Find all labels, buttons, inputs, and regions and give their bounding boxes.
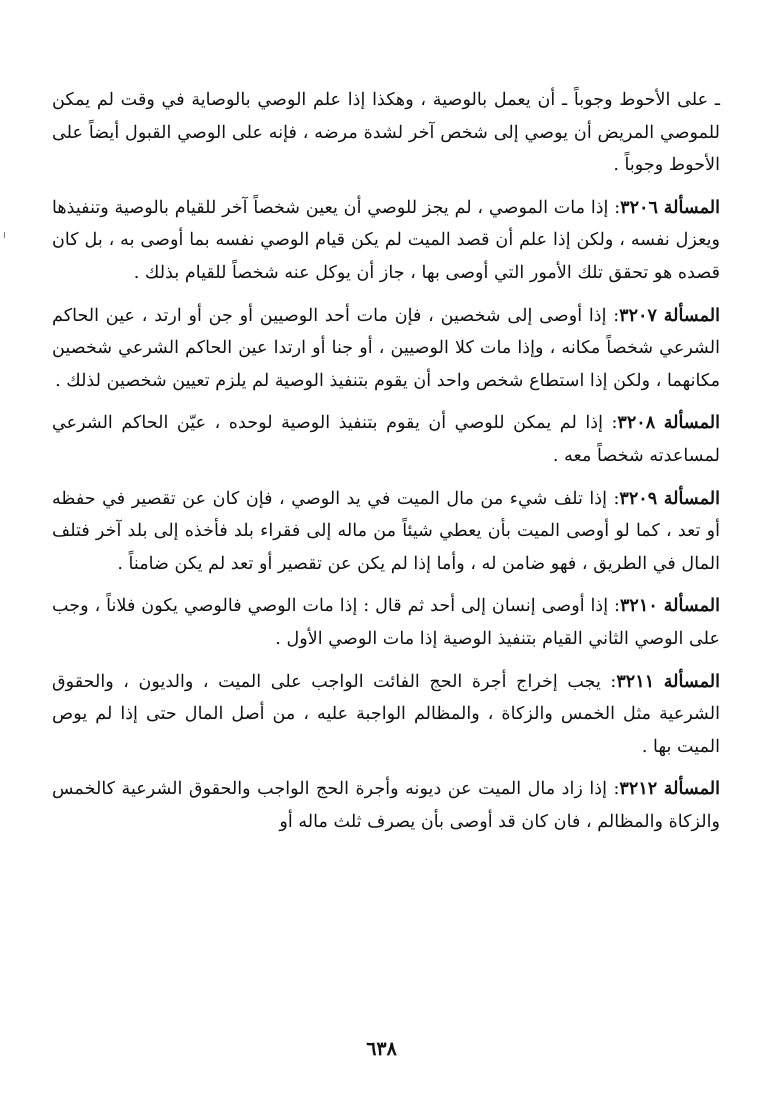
issue-number: ٣٢٠٩ bbox=[619, 487, 658, 509]
margin-mark bbox=[4, 232, 9, 238]
issue-3207 bbox=[52, 300, 720, 398]
issue-text: : يجب إخراج أجرة الحج الفائت الواجب على الميت ، والديون ، والحقوق الشرعية مثل الخمس والزكاة ، والمظالم الواجبة عليه ، من أصل المال حتى إذا لم يوص الميت بها . bbox=[52, 671, 720, 757]
issue-number: ٣٢٠٨ bbox=[617, 412, 656, 434]
issue-3209 bbox=[52, 483, 720, 581]
issue-3211 bbox=[52, 666, 720, 764]
page-number: ٦٣٨ bbox=[366, 1038, 397, 1060]
issue-label: المسألة bbox=[663, 487, 721, 509]
issue-label: المسألة bbox=[663, 412, 721, 434]
issue-3208 bbox=[52, 407, 720, 472]
issue-3206 bbox=[52, 192, 720, 290]
issue-3212 bbox=[52, 773, 720, 838]
paragraph-text: ـ على الأحوط وجوباً ـ أن يعمل بالوصية ، وهكذا إذا علم الوصي بالوصاية في وقت لم يمكن للموصي المريض أن يوصي إلى شخص آخر لشدة مرضه ، فإنه على الوصي القبول أيضاً على الأحوط وجوباً . bbox=[52, 90, 720, 176]
issue-number: ٣٢٠٧ bbox=[619, 304, 657, 326]
issue-label: المسألة bbox=[663, 595, 721, 617]
issue-text: : إذا أوصى إنسان إلى أحد ثم قال : إذا مات الوصي فالوصي يكون فلاناً ، وجب على الوصي الثاني القيام بتنفيذ الوصية إذا مات الوصي الأول . bbox=[52, 596, 720, 649]
issue-number: ٣٢١١ bbox=[616, 670, 655, 692]
issue-number: ٣٢١٢ bbox=[619, 778, 658, 800]
issue-label: المسألة bbox=[663, 196, 720, 218]
issue-label: المسألة bbox=[663, 778, 721, 800]
issue-text: : إذا أوصى إلى شخصين ، فإن مات أحد الوصيين أو جن أو ارتد ، عين الحاكم الشرعي شخصاً مكانه ، وإذا مات كلا الوصيين ، أو جنا أو ارتدا عين الحاكم الشرعي شخصين مكانهما ، ولكن إذا استطاع شخص واحد أن يقوم بتنفيذ الوصية لم يلزم تعيين شخصين لذلك . bbox=[52, 305, 720, 391]
paragraph-0 bbox=[52, 84, 720, 182]
page-body bbox=[52, 84, 720, 848]
issue-text: : إذا مات الموصي ، لم يجز للوصي أن يعين شخصاً آخر للقيام بالوصية وتنفيذها ويعزل نفسه ، ولكن إذا علم أن قصد الميت لم يكن قيام الوصي نفسه بما أوصى به ، بل كان قصده هو تحقق تلك الأمور التي أوصى بها ، جاز أن يوكل عنه شخصاً للقيام بذلك . bbox=[52, 197, 720, 283]
issue-3210 bbox=[52, 590, 720, 655]
issue-label: المسألة bbox=[663, 670, 720, 692]
issue-number: ٣٢١٠ bbox=[619, 595, 658, 617]
issue-text: : إذا لم يمكن للوصي أن يقوم بتنفيذ الوصية لوحده ، عيّن الحاكم الشرعي لمساعدته شخصاً معه . bbox=[52, 413, 720, 466]
issue-text: : إذا تلف شيء من مال الميت في يد الوصي ، فإن كان عن تقصير في حفظه أو تعد ، كما لو أوصى الميت بأن يعطي شيئاً من ماله إلى فقراء بلد فأخذه إلى بلد آخر فتلف المال في الطريق ، فهو ضامن له ، وأما إذا لم يكن عن تقصير أو تعد لم يكن ضامناً . bbox=[52, 488, 720, 574]
issue-label: المسألة bbox=[663, 304, 721, 326]
issue-number: ٣٢٠٦ bbox=[620, 196, 658, 218]
issue-text: : إذا زاد مال الميت عن ديونه وأجرة الحج الواجب والحقوق الشرعية كالخمس والزكاة والمظالم ، فان كان قد أوصى بأن يصرف ثلث ماله أو bbox=[52, 779, 720, 832]
